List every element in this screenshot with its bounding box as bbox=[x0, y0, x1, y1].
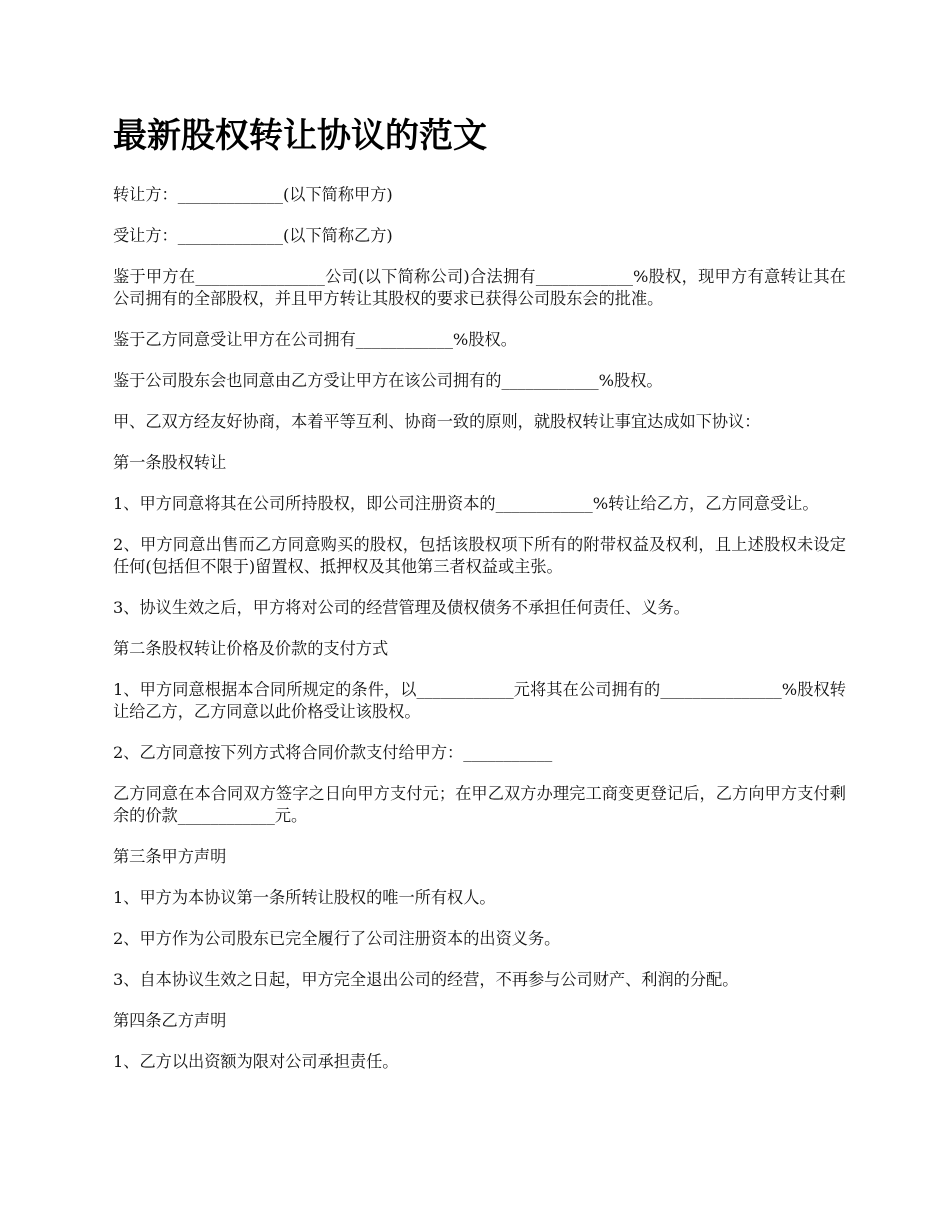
recital-paragraph: 鉴于公司股东会也同意由乙方受让甲方在该公司拥有的____________%股权。 bbox=[113, 371, 663, 390]
clause-paragraph: 3、自本协议生效之日起，甲方完全退出公司的经营，不再参与公司财产、利润的分配。 bbox=[113, 970, 739, 989]
clause-paragraph: 2、甲方作为公司股东已完全履行了公司注册资本的出资义务。 bbox=[113, 929, 561, 948]
clause-paragraph: 1、甲方同意将其在公司所持股权，即公司注册资本的____________%转让给乙方，乙方同意受让。 bbox=[113, 494, 819, 513]
clause-paragraph: 乙方同意在本合同双方签字之日向甲方支付元；在甲乙双方办理完工商变更登记后，乙方向甲方支付剩余的价款____________元。 bbox=[113, 784, 846, 825]
clause-paragraph: 2、乙方同意按下列方式将合同价款支付给甲方：___________ bbox=[113, 743, 553, 762]
recital-paragraph: 鉴于甲方在________________公司(以下简称公司)合法拥有____________%股权，现甲方有意转让其在公司拥有的全部股权，并且甲方转让其股权的要求已获得公司股东会的批准。 bbox=[113, 267, 846, 308]
article-heading: 第二条股权转让价格及价款的支付方式 bbox=[113, 639, 389, 658]
clause-paragraph: 1、甲方同意根据本合同所规定的条件，以____________元将其在公司拥有的_______________%股权转让给乙方，乙方同意以此价格受让该股权。 bbox=[113, 680, 846, 721]
document-body bbox=[113, 112, 846, 1092]
transferee-line: 受让方：_____________(以下简称乙方) bbox=[113, 226, 393, 245]
article-heading: 第三条甲方声明 bbox=[113, 847, 227, 866]
agreement-intro: 甲、乙双方经友好协商，本着平等互利、协商一致的原则，就股权转让事宜达成如下协议： bbox=[113, 412, 761, 431]
article-heading: 第四条乙方声明 bbox=[113, 1011, 227, 1030]
recital-paragraph: 鉴于乙方同意受让甲方在公司拥有____________%股权。 bbox=[113, 330, 517, 349]
clause-paragraph: 1、甲方为本协议第一条所转让股权的唯一所有权人。 bbox=[113, 888, 496, 907]
transferor-line: 转让方：_____________(以下简称甲方) bbox=[113, 185, 393, 204]
clause-paragraph: 1、乙方以出资额为限对公司承担责任。 bbox=[113, 1052, 399, 1071]
clause-paragraph: 3、协议生效之后，甲方将对公司的经营管理及债权债务不承担任何责任、义务。 bbox=[113, 598, 690, 617]
clause-paragraph: 2、甲方同意出售而乙方同意购买的股权，包括该股权项下所有的附带权益及权利，且上述股权未设定任何(包括但不限于)留置权、抵押权及其他第三者权益或主张。 bbox=[113, 535, 846, 576]
document-title: 最新股权转让协议的范文 bbox=[113, 116, 487, 156]
article-heading: 第一条股权转让 bbox=[113, 453, 227, 472]
